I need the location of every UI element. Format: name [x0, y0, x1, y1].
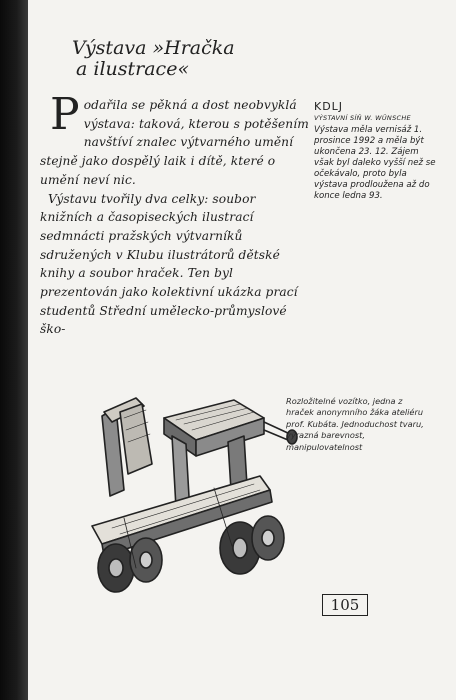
title-line-1: Výstava »Hračka	[72, 37, 235, 59]
article-body	[40, 89, 310, 339]
sidebar-note	[314, 100, 440, 202]
sidebar-venue: VÝSTAVNÍ SÍŇ W. WÜNSCHE	[314, 114, 411, 122]
article-title	[72, 38, 272, 80]
book-gutter	[0, 0, 28, 700]
paragraph-2: Výstavu tvořily dva celky: soubor knižních a časopiseckých ilustrací sedmnácti pražských výtvarníků sdružených v Klubu ilustrátorů dětské knihy a soubor hraček. Ten byl prezentován jako kolektivní ukázka prací studentů Střední umělecko-průmyslové ško-	[40, 191, 298, 337]
sidebar-heading: KDLJ	[314, 100, 344, 113]
toy-vehicle-illustration	[64, 378, 304, 618]
illustration-caption: Rozložitelné vozítko, jedna z hraček anonymního žáka ateliéru prof. Kubáta. Jednoduchost tvaru, výrazná barevnost, manipulovatelnost	[286, 396, 424, 452]
page-number: 105	[322, 594, 368, 616]
paragraph-1-text: odařila se pěkná a dost neobvyklá výstava: taková, kterou s potěšením navštíví znalec výtvarného umění stejně jako dospělý laik i dítě, které o umění neví nic.	[40, 98, 309, 187]
paragraph-1	[40, 89, 310, 190]
sidebar-text: Výstava měla vernisáž 1. prosince 1992 a měla být ukončena 23. 12. Zájem však byl daleko vyšší než se očekávalo, proto byla výstava prodloužena až do konce ledna 93.	[314, 125, 436, 201]
drop-cap: P	[50, 89, 80, 140]
title-line-2: a ilustrace«	[76, 58, 190, 80]
